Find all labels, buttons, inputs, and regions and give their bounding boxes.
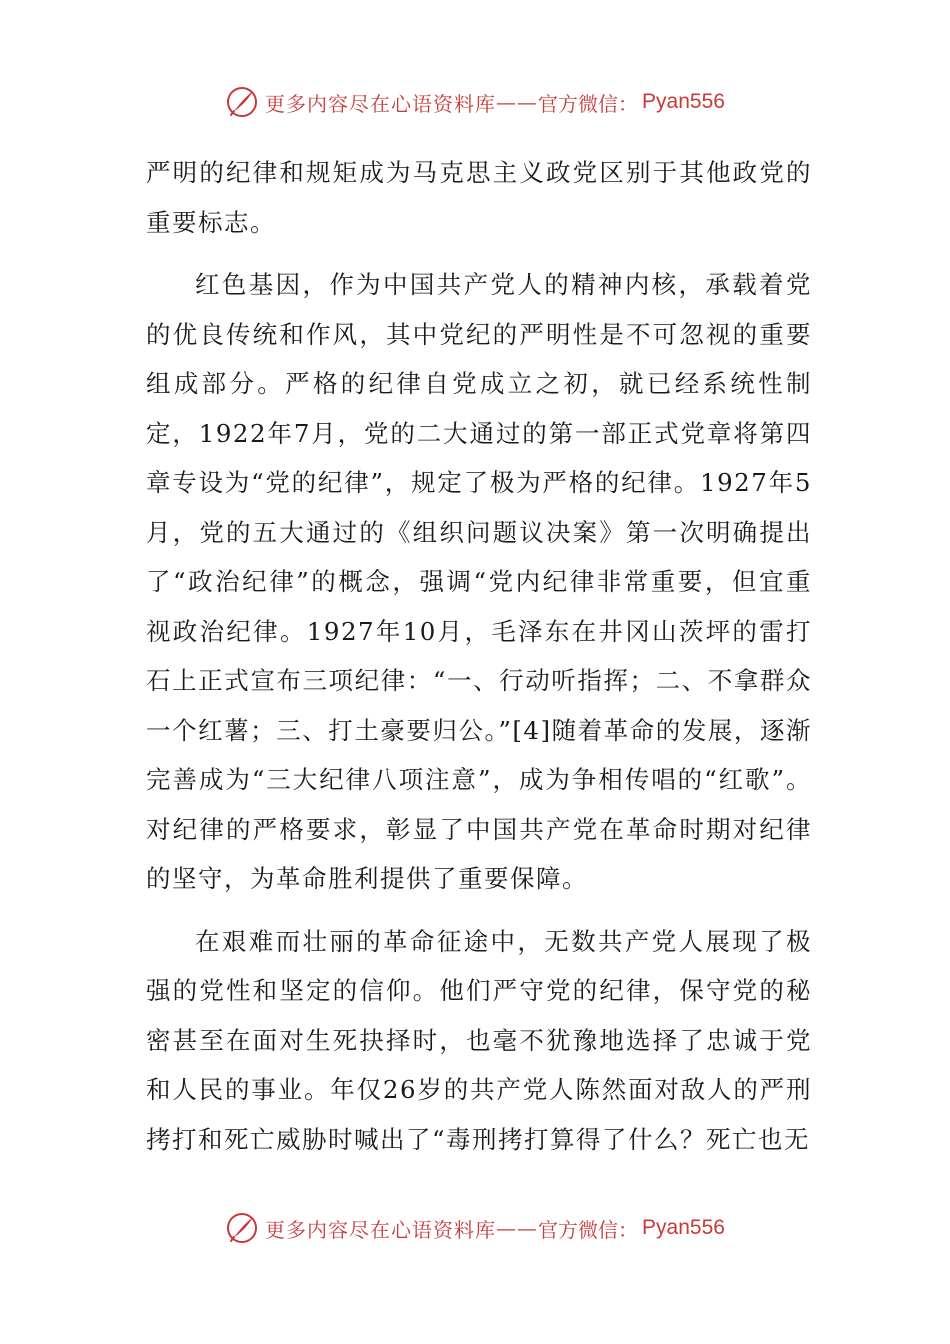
header-banner [0,82,950,122]
quill-logo-icon [225,1211,259,1245]
banner-text: 更多内容尽在心语资料库 [265,91,497,116]
banner-text: 更多内容尽在心语资料库 [265,1217,497,1242]
paragraph: 严明的纪律和规矩成为马克思主义政党区别于其他政党的重要标志。 [146,158,812,237]
paragraph: 红色基因，作为中国共产党人的精神内核，承载着党的优良传统和作风，其中党纪的严明性是不可忽视的重要组成部分。严格的纪律自党成立之初，就已经系统性制定，1922年7月，党的二大通过的第一部正式党章将第四章专设为“党的纪律”，规定了极为严格的纪律。1927年5月，党的五大通过的《组织问题议决案》第一次明确提出了“政治纪律”的概念，强调“党内纪律非常重要，但宜重视政治纪律。1927年10月，毛泽东在井冈山茨坪的雷打石上正式宣布三项纪律：“一、行动听指挥；二、不拿群众一个红薯；三、打土豪要归公。”[4]随着革命的发展，逐渐完善成为“三大纪律八项注意”，成为争相传唱的“红歌”。对纪律的严格要求，彰显了中国共产党在革命时期对纪律的坚守，为革命胜利提供了重要保障。 [146,270,812,893]
footer-banner [0,1208,950,1248]
banner-wechat-label: 官方微信： [538,1217,639,1242]
banner-dash: —— [496,1216,539,1240]
banner-wechat-label: 官方微信： [538,91,639,116]
banner-dash: —— [496,90,539,114]
banner-wechat-id: Pyan556 [642,90,725,113]
quill-logo-icon [225,85,259,119]
banner-wechat-id: Pyan556 [642,1216,725,1239]
paragraph: 在艰难而壮丽的革命征途中，无数共产党人展现了极强的党性和坚定的信仰。他们严守党的纪律，保守党的秘密甚至在面对生死抉择时，也毫不犹豫地选择了忠诚于党和人民的事业。年仅26岁的共产党人陈然面对敌人的严刑拷打和死亡威胁时喊出了“毒刑拷打算得了什么？死亡也无 [146,926,812,1154]
body-text [146,148,812,1164]
